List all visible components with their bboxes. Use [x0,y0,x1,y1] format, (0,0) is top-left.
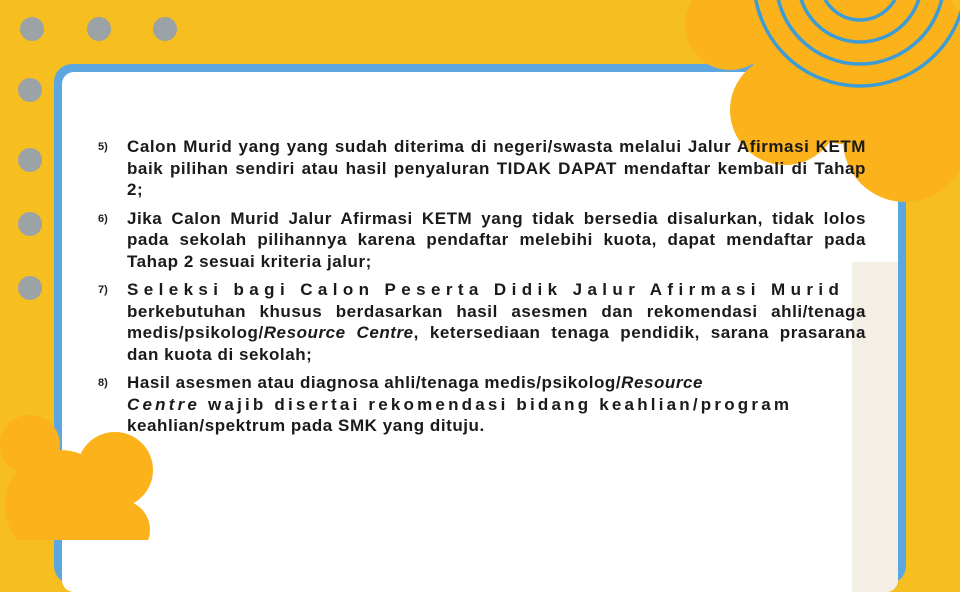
item-text-a: Hasil asesmen atau diagnosa ahli/tenaga medis/psikolog/ [127,373,622,392]
requirements-list [98,136,866,444]
item-number: 7) [98,284,108,296]
list-item [98,208,866,273]
item-text [127,301,866,366]
item-text-line3: keahlian/spektrum pada SMK yang dituju. [127,416,485,435]
item-text-c: , ketersediaan tenaga pendidik, sarana prasarana dan kuota di sekolah; [127,323,866,364]
list-item [98,372,866,437]
item-text: Jika Calon Murid Jalur Afirmasi KETM yang tidak bersedia disalurkan, tidak lolos pada sekolah pilihannya karena pendaftar melebihi kuota, dapat mendaftar pada Tahap 2 sesuai kriteria jalur; [127,208,866,271]
item-number: 6) [98,212,108,225]
centre-italic: Centre [127,394,201,414]
item-text [127,372,866,394]
resource-centre-italic: Resource Centre [263,323,414,342]
item-text-d: wajib disertai rekomendasi bidang keahlian/program [200,394,793,414]
item-number: 5) [98,141,108,153]
item-number: 8) [98,377,108,389]
list-item [98,136,866,201]
resource-italic: Resource [621,373,704,392]
item-text-line2 [127,394,866,416]
item-text: Calon Murid yang yang sudah diterima di negeri/swasta melalui Jalur Afirmasi KETM baik pilihan sendiri atau hasil penyaluran TIDAK DAPAT mendaftar kembali di Tahap 2; [127,137,866,199]
item-text-a: berkebutuhan khusus berdasarkan hasil asesmen dan rekomendasi ahli/tenaga medis/psikolog/ [127,301,866,342]
item-text-line1: Seleksi bagi Calon Peserta Didik Jalur Afirmasi Murid [127,280,845,299]
list-item [98,279,866,365]
